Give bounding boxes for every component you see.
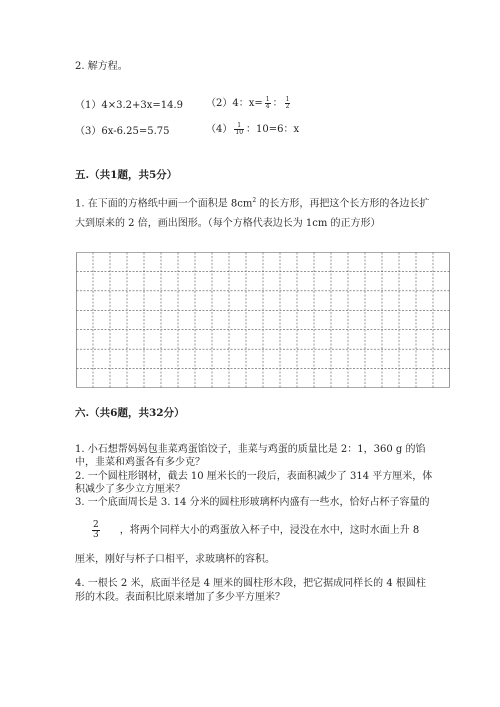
- q6-3-line-1: 3. 一个底面周长是 3. 14 分米的圆柱形玻璃杯内盛有一些水，恰好占杯子容量的: [75, 497, 430, 508]
- section-5-title: 五.（共1题，共5分）: [75, 169, 178, 181]
- q6-3-fraction: [92, 521, 100, 540]
- q6-1-line-1: 1. 小石想帮妈妈包韭菜鸡蛋馅饺子，韭菜与鸡蛋的质量比是 2：1，360 g 的馅: [75, 444, 426, 455]
- q-text: 1. 在下面的方格纸中画一个面积是 8cm: [75, 198, 253, 210]
- q6-2-line-2: 积减少了多少立方厘米？: [75, 484, 185, 495]
- q6-4-line-2: 形的木段。表面积比原来增加了多少平方厘米？: [75, 592, 285, 603]
- equation-2-fraction-a: [265, 97, 271, 110]
- fraction-denominator: 3: [93, 530, 99, 540]
- q-text: 的长方形，再把这个长方形的各边长扩: [256, 198, 430, 210]
- equation-2-separator: ：: [272, 97, 283, 109]
- q6-3-line-3: 厘米，刚好与杯子口相平，求玻璃杯的容积。: [75, 554, 275, 565]
- fraction-numerator: 1: [265, 96, 270, 103]
- fraction-numerator: 1: [237, 122, 242, 129]
- fraction-numerator: 2: [93, 520, 99, 530]
- equation-2-prefix: （2）4：x=: [206, 97, 263, 109]
- equation-2: [206, 97, 292, 110]
- q2-heading: 2. 解方程。: [75, 61, 128, 72]
- fraction-denominator: 4: [265, 103, 270, 110]
- equation-2-fraction-b: [285, 97, 291, 110]
- superscript: 2: [252, 197, 257, 204]
- q6-1-line-2: 中，韭菜和鸡蛋各有多少克？: [75, 457, 205, 468]
- fraction-numerator: 1: [285, 96, 290, 103]
- equation-4-suffix: ：10=6：x: [246, 123, 300, 135]
- q-text: ，将两个同样大小的鸡蛋放入杯子中，浸没在水中，这时水面上升 8: [119, 524, 420, 536]
- equation-1: （1）4×3.2+3x=14.9: [75, 100, 184, 111]
- equation-4-prefix: （4）: [206, 123, 233, 135]
- equation-4-fraction: [234, 123, 244, 136]
- section-6-title: 六.（共6题，共32分）: [75, 407, 185, 419]
- square-grid: [76, 252, 450, 388]
- q6-2-line-1: 2. 一个圆柱形钢材，截去 10 厘米长的一段后，表面积减少了 314 平方厘米，体: [75, 471, 433, 482]
- equation-4: [206, 123, 299, 136]
- section-5-question-line-2: 大到原来的 2 倍，画出图形。（每个方格代表边长为 1cm 的正方形）: [75, 218, 381, 229]
- fraction-denominator: 10: [235, 129, 244, 136]
- fraction-denominator: 2: [285, 103, 290, 110]
- equation-3: （3）6x-6.25=5.75: [75, 126, 170, 137]
- q6-4-line-1: 4. 一根长 2 米，底面半径是 4 厘米的圆柱形木段，把它据成同样长的 4 根圆柱: [75, 578, 426, 589]
- q6-3-line-2: [90, 521, 419, 540]
- section-5-question-line-1: [75, 195, 429, 210]
